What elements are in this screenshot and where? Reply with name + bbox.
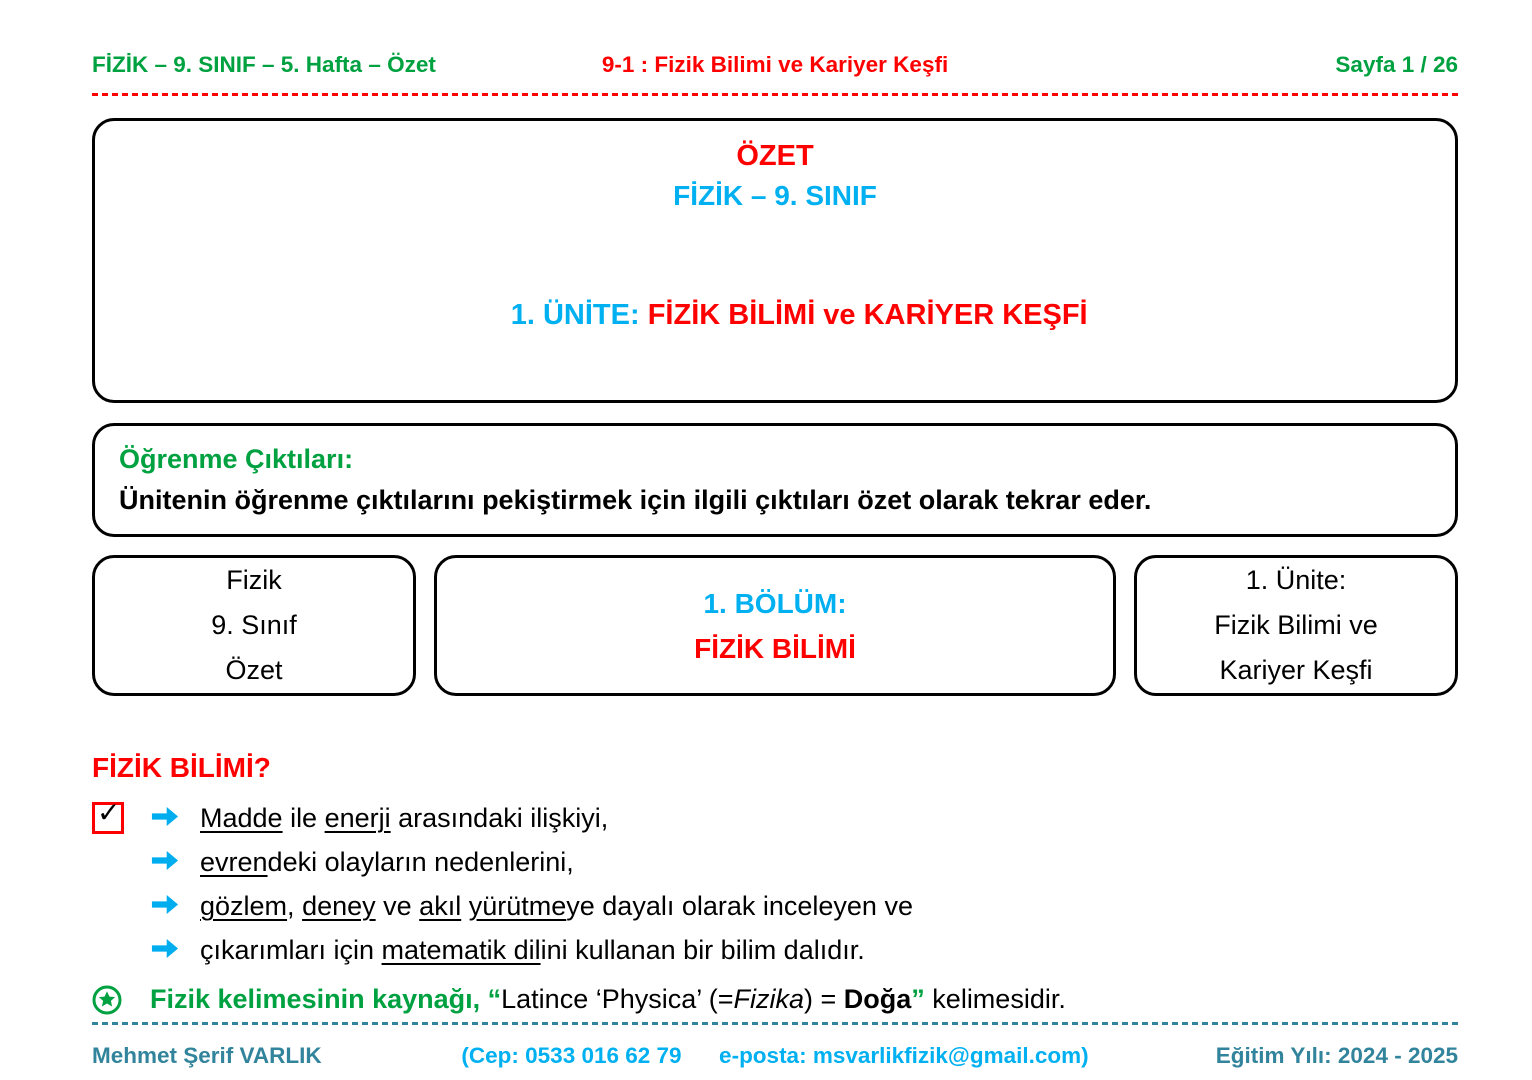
- checkbox-spacer: [92, 928, 150, 972]
- title-ozet: ÖZET: [736, 140, 814, 172]
- box-right-line: Kariyer Keşfi: [1219, 655, 1373, 685]
- bullet-text: [200, 928, 865, 972]
- text-segment: Fizika: [733, 984, 805, 1014]
- footer-contact: (Cep: 0533 016 62 79 e-posta: msvarlikfizik@gmail.com): [461, 1043, 1089, 1068]
- origin-note-text: [150, 976, 1066, 1022]
- header-divider: [92, 93, 1458, 96]
- text-segment: ini kullanan bir bilim dalıdır.: [540, 935, 865, 965]
- text-segment: “: [487, 984, 502, 1014]
- arrow-right-icon: [150, 804, 180, 829]
- unit-name: FİZİK BİLİMİ ve KARİYER KEŞFİ: [647, 299, 1088, 331]
- text-segment: evren: [200, 847, 268, 877]
- text-segment: [461, 891, 469, 921]
- title-course: FİZİK – 9. SINIF: [673, 180, 877, 211]
- arrow-right-icon: [150, 892, 180, 917]
- chapter-title: FİZİK BİLİMİ: [694, 632, 856, 664]
- arrow-icon-cell: [150, 796, 200, 840]
- unit-prefix: 1. ÜNİTE:: [510, 299, 648, 331]
- text-segment: kelimesidir.: [924, 984, 1066, 1014]
- box-right-line: 1. Ünite:: [1245, 565, 1347, 595]
- bullet-item: [92, 928, 1458, 972]
- text-segment: deki olayların nedenlerini,: [267, 847, 574, 877]
- box-course-info: [92, 555, 416, 696]
- origin-note-row: [92, 976, 1458, 1022]
- title-unit-line: [107, 257, 1443, 374]
- bullet-text: [200, 884, 913, 928]
- learning-outcomes-box: [92, 423, 1458, 537]
- bullet-item: [92, 796, 1458, 840]
- text-segment: Madde: [200, 803, 283, 833]
- arrow-right-icon: [150, 936, 180, 961]
- text-segment: ve: [375, 891, 420, 921]
- header-topic-label: 9-1 : Fizik Bilimi ve Kariyer Keşfi: [601, 52, 949, 77]
- outcomes-text: Ünitenin öğrenme çıktılarını pekiştirmek için ilgili çıktıları özet olarak tekrar eder.: [119, 485, 1152, 515]
- text-segment: ile: [282, 803, 325, 833]
- page-header: [92, 52, 1458, 78]
- text-segment: ,: [287, 891, 303, 921]
- text-segment: Latince ‘Physica’ (=: [501, 984, 734, 1014]
- text-segment: ye dayalı olarak inceleyen ve: [566, 891, 913, 921]
- text-segment: deney: [302, 891, 376, 921]
- text-segment: akıl: [419, 891, 462, 921]
- content-section: [92, 752, 1458, 1022]
- footer-author: Mehmet Şerif VARLIK: [92, 1043, 322, 1068]
- text-segment: çıkarımları için: [200, 935, 382, 965]
- bullet-item: [92, 884, 1458, 928]
- title-box: [92, 118, 1458, 403]
- star-icon-cell: [92, 976, 150, 1022]
- text-segment: enerji: [324, 803, 391, 833]
- box-left-line: 9. Sınıf: [211, 610, 297, 640]
- text-segment: yürütme: [468, 891, 567, 921]
- text-segment: gözlem: [200, 891, 288, 921]
- box-unit-info: [1134, 555, 1458, 696]
- outcomes-label: Öğrenme Çıktıları:: [119, 444, 354, 474]
- bullet-list: [92, 796, 1458, 972]
- box-chapter: [434, 555, 1116, 696]
- header-course-label: FİZİK – 9. SINIF – 5. Hafta – Özet: [92, 52, 436, 77]
- box-left-line: Özet: [225, 655, 283, 685]
- arrow-right-icon: [150, 848, 180, 873]
- text-segment: Doğa: [843, 984, 912, 1014]
- checkbox-spacer: [92, 884, 150, 928]
- text-segment: ) =: [804, 984, 844, 1014]
- arrow-icon-cell: [150, 840, 200, 884]
- page-footer: [92, 1043, 1458, 1069]
- arrow-icon-cell: [150, 928, 200, 972]
- header-page-number: Sayfa 1 / 26: [1335, 52, 1459, 77]
- text-segment: matematik dil: [381, 935, 541, 965]
- checkbox-cell: [92, 796, 150, 840]
- footer-divider: [92, 1022, 1458, 1025]
- box-right-line: Fizik Bilimi ve: [1214, 610, 1378, 640]
- chapter-number: 1. BÖLÜM:: [703, 587, 847, 619]
- info-boxes-row: [92, 555, 1458, 696]
- box-left-line: Fizik: [226, 565, 282, 595]
- arrow-icon-cell: [150, 884, 200, 928]
- checkbox-spacer: [92, 840, 150, 884]
- bullet-text: [200, 840, 574, 884]
- text-segment: ”: [911, 984, 925, 1014]
- circled-star-icon: [92, 985, 122, 1015]
- footer-school-year: Eğitim Yılı: 2024 - 2025: [1215, 1043, 1459, 1068]
- bullet-item: [92, 840, 1458, 884]
- checked-checkbox-icon: [92, 796, 124, 834]
- bullet-text: [200, 796, 608, 840]
- section-heading: FİZİK BİLİMİ?: [92, 752, 271, 783]
- text-segment: Fizik kelimesinin kaynağı,: [150, 984, 488, 1014]
- check-mark-icon: ✓: [97, 796, 121, 829]
- text-segment: arasındaki ilişkiyi,: [390, 803, 609, 833]
